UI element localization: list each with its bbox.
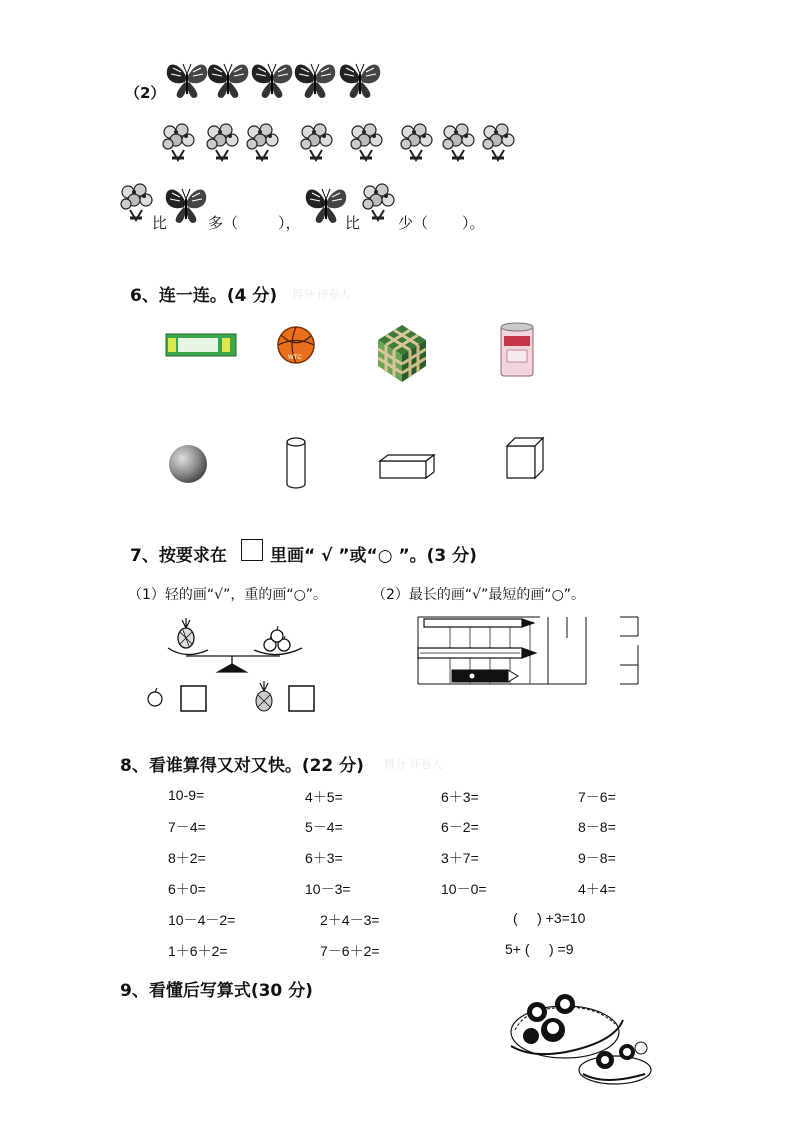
calc-r2-c4: 8－8= [578,819,616,835]
calc-r5-c3: ( ) +3=10 [513,910,586,926]
compare-close-1: ）， [278,214,301,232]
calc-r2-c1: 7－4= [168,819,206,835]
compare-close-2: ）。 [462,214,485,232]
compare-bi-2: 比 [345,214,361,232]
calc-r1-c1: 10-9= [168,787,205,803]
q7-title-a: 7、按要求在 [130,546,227,566]
compare-shao: 少（ [398,214,429,232]
apple-answer-box [181,686,206,711]
calc-r3-c4: 9－8= [578,850,616,866]
q6-score-ghost: 得分 评卷人 [292,288,351,301]
calc-r3-c1: 8＋2= [168,850,206,866]
compare-bi-1: 比 [152,214,168,232]
part-label: （2） [125,84,166,102]
q8-score-ghost: 得分 评卷人 [384,758,443,771]
calc-r4-c4: 4＋4= [578,881,616,897]
svg-text:WTC: WTC [288,355,302,361]
calc-r2-c3: 6－2= [441,819,479,835]
q6-title: 6、连一连。(4 分) [130,286,278,306]
q7-sub-2: （2）最长的画“√”最短的画“○”。 [372,587,586,603]
calc-r2-c2: 5－4= [305,819,343,835]
q9-title: 9、看懂后写算式(30 分) [120,981,313,1001]
calc-r3-c3: 3＋7= [441,850,479,866]
pencil-grid [418,617,638,684]
pandas-on-lily-pad-illustration [505,990,665,1090]
calc-r1-c2: 4＋5= [305,789,343,805]
calc-r1-c3: 6＋3= [441,789,479,805]
calc-r3-c2: 6＋3= [305,850,343,866]
q7-title-b: 里画“ √ ”或“○ ”。(3 分) [270,546,477,566]
calc-r6-c1: 1＋6＋2= [168,943,228,959]
calc-r4-c2: 10－3= [305,881,351,897]
calc-r5-c2: 2＋4－3= [320,912,380,928]
compare-duo: 多（ [208,214,239,232]
calc-r6-c3: 5+ ( ) =9 [505,941,574,957]
calc-r4-c1: 6＋0= [168,881,206,897]
calc-r1-c4: 7－6= [578,789,616,805]
calc-r6-c2: 7－6＋2= [320,943,380,959]
pineapple-answer-box [289,686,314,711]
q8-title: 8、看谁算得又对又快。(22 分) [120,756,364,776]
balance-scale [168,618,302,672]
apple-small [148,688,162,706]
calc-r4-c3: 10－0= [441,881,487,897]
pineapple-small [256,681,272,711]
calc-r5-c1: 10－4－2= [168,912,236,928]
q7-sub-1: （1）轻的画“√”，重的画“○”。 [128,587,328,603]
